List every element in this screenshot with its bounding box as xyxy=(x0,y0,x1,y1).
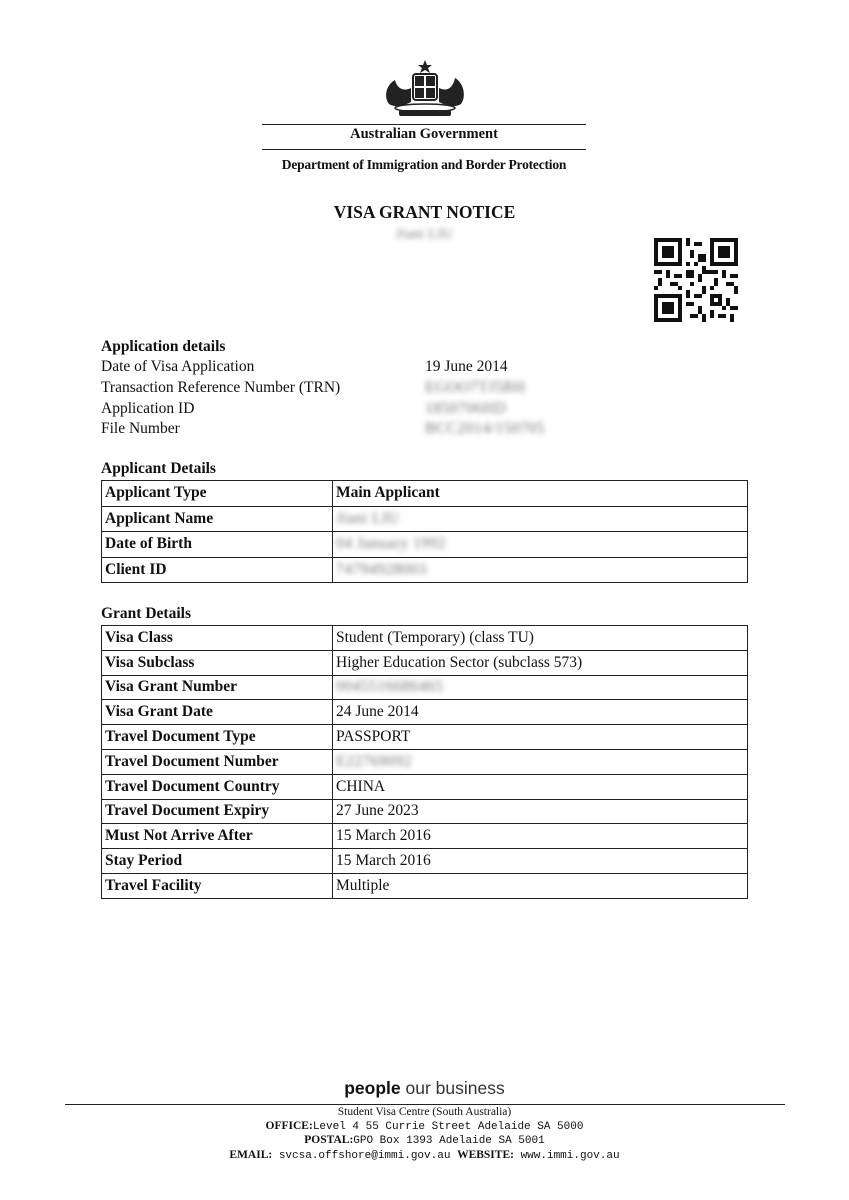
table-cell-value xyxy=(333,557,748,583)
application-details-heading: Application details xyxy=(101,338,226,355)
table-cell-value xyxy=(333,675,748,700)
table-cell-label: Visa Grant Number xyxy=(102,675,333,700)
website-label: WEBSITE: xyxy=(457,1148,514,1161)
table-cell-value: CHINA xyxy=(333,774,748,799)
government-name: Australian Government xyxy=(350,126,498,142)
application-row-file-number xyxy=(101,419,661,440)
table-cell-label: Applicant Type xyxy=(102,481,333,507)
applicant-details-table xyxy=(101,480,748,583)
notice-title: VISA GRANT NOTICE xyxy=(333,202,516,222)
table-row xyxy=(102,481,748,507)
table-cell-value: Higher Education Sector (subclass 573) xyxy=(333,650,748,675)
table-cell-value: 24 June 2014 xyxy=(333,700,748,725)
table-row xyxy=(102,799,748,824)
table-row xyxy=(102,749,748,774)
office-label: OFFICE: xyxy=(265,1119,313,1132)
tagline-bold: people xyxy=(344,1078,401,1098)
client-id-value: 74794928003 xyxy=(336,561,427,579)
table-row xyxy=(102,650,748,675)
table-cell-value xyxy=(333,749,748,774)
table-row xyxy=(102,824,748,849)
table-cell-label: Visa Grant Date xyxy=(102,700,333,725)
footer-divider xyxy=(65,1104,785,1105)
table-cell-label: Visa Subclass xyxy=(102,650,333,675)
table-cell-label: Travel Document Number xyxy=(102,749,333,774)
footer-office xyxy=(0,1120,849,1135)
footer-centre-name: Student Visa Centre (South Australia) xyxy=(337,1106,512,1118)
email-label: EMAIL: xyxy=(229,1148,273,1161)
table-cell-value: PASSPORT xyxy=(333,725,748,750)
table-row xyxy=(102,626,748,651)
application-details xyxy=(101,357,661,440)
table-cell-value: 27 June 2023 xyxy=(333,799,748,824)
application-row-label: File Number xyxy=(101,420,180,438)
visa-grant-number-value: 0045516686465 xyxy=(336,678,444,696)
table-row xyxy=(102,675,748,700)
email-link[interactable]: svcsa.offshore@immi.gov.au xyxy=(278,1149,451,1162)
application-row-trn xyxy=(101,378,661,399)
table-row xyxy=(102,873,748,898)
footer-contact xyxy=(0,1106,849,1163)
table-row xyxy=(102,506,748,532)
applicant-name-value: Jiani LIU xyxy=(336,509,400,527)
application-row-value: BCC2014/150705 xyxy=(425,420,545,438)
tagline-light: our business xyxy=(405,1078,505,1098)
table-row xyxy=(102,774,748,799)
table-row xyxy=(102,532,748,558)
table-cell-label: Date of Birth xyxy=(102,532,333,558)
table-cell-label: Applicant Name xyxy=(102,506,333,532)
grant-details-heading: Grant Details xyxy=(101,605,191,622)
table-cell-label: Travel Document Country xyxy=(102,774,333,799)
office-value: Level 4 55 Currie Street Adelaide SA 5000 xyxy=(312,1120,584,1133)
qr-code-icon xyxy=(654,238,738,322)
table-cell-label: Stay Period xyxy=(102,849,333,874)
coat-of-arms-icon xyxy=(377,58,473,120)
application-row-value: 19 June 2014 xyxy=(425,358,508,375)
table-cell-value xyxy=(333,506,748,532)
grant-details-table xyxy=(101,625,748,899)
footer-tagline xyxy=(0,1078,849,1099)
applicant-name-header: Jiani LIU xyxy=(395,227,454,242)
table-cell-label: Client ID xyxy=(102,557,333,583)
application-row-value: 1850706HD xyxy=(425,399,507,417)
application-row-label: Application ID xyxy=(101,399,195,417)
table-row xyxy=(102,725,748,750)
table-row xyxy=(102,849,748,874)
table-cell-value: 15 March 2016 xyxy=(333,849,748,874)
application-row-value: EGOO7TJ5BH xyxy=(425,378,526,396)
table-cell-label: Travel Document Expiry xyxy=(102,799,333,824)
footer-postal xyxy=(0,1134,849,1149)
application-row-label: Date of Visa Application xyxy=(101,358,255,375)
table-cell-value: Main Applicant xyxy=(333,481,748,507)
table-row xyxy=(102,557,748,583)
footer-email-website xyxy=(0,1149,849,1164)
table-row xyxy=(102,700,748,725)
table-cell-value: Student (Temporary) (class TU) xyxy=(333,626,748,651)
table-cell-label: Travel Facility xyxy=(102,873,333,898)
application-row-label: Transaction Reference Number (TRN) xyxy=(101,378,341,396)
postal-label: POSTAL: xyxy=(304,1134,354,1146)
table-cell-value xyxy=(333,532,748,558)
postal-value: GPO Box 1393 Adelaide SA 5001 xyxy=(353,1135,545,1147)
website-link[interactable]: www.immi.gov.au xyxy=(520,1149,620,1162)
applicant-details-heading: Applicant Details xyxy=(101,460,216,477)
table-cell-label: Must Not Arrive After xyxy=(102,824,333,849)
government-heading xyxy=(262,124,586,173)
department-name: Department of Immigration and Border Protection xyxy=(262,149,586,173)
table-cell-label: Visa Class xyxy=(102,626,333,651)
application-row-date xyxy=(101,357,661,378)
date-of-birth-value: 04 January 1992 xyxy=(336,535,446,553)
application-row-id xyxy=(101,399,661,420)
table-cell-value: Multiple xyxy=(333,873,748,898)
table-cell-value: 15 March 2016 xyxy=(333,824,748,849)
travel-document-number-value: E22769092 xyxy=(336,752,412,770)
table-cell-label: Travel Document Type xyxy=(102,725,333,750)
